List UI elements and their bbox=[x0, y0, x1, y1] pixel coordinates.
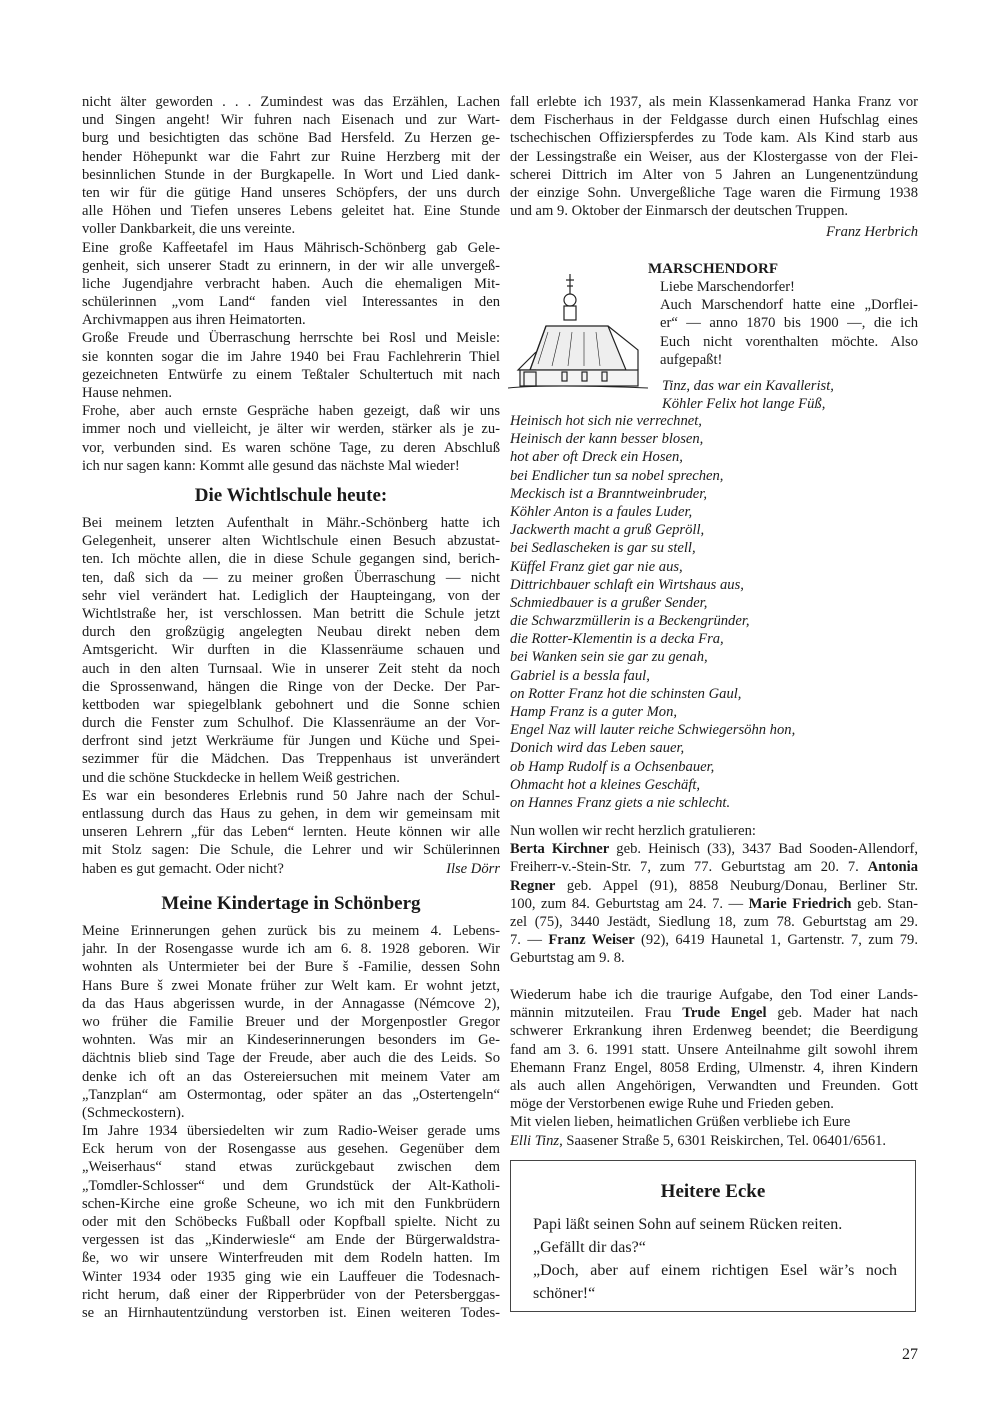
bold-name: Berta Kirchner bbox=[510, 841, 610, 858]
text-line: Hause nehmen. bbox=[82, 385, 172, 401]
text-line: Hamp Franz is a guter Mon, bbox=[510, 704, 678, 720]
text-line: der einzige Sohn. Unvergeßliche Tage waren die Firmung 1938 bbox=[510, 184, 918, 201]
text-line: bei Sedlascheken is gar su stell, bbox=[510, 540, 696, 557]
text-line: Mit vielen lieben, heimatlichen Grüßen verbliebe ich Eure bbox=[510, 1114, 851, 1131]
text-line: Liebe Marschendorfer! bbox=[660, 279, 795, 295]
text-run: geb. Stan- bbox=[851, 895, 918, 912]
text-line: hender Höhepunkt war die Fahrt zur Ruine Herzberg mit der bbox=[82, 148, 500, 165]
text-line: richt herum, daß einer der Ripperbrüder von der Petersberggas- bbox=[82, 1286, 500, 1303]
text-line: besinnlichen Stunde in der Burgkapelle. In Wort und Lied dank- bbox=[82, 166, 500, 183]
left-intro-text bbox=[82, 93, 500, 475]
text-line: wohnten als Untermieter bei der Bure š -Familie, dessen Sohn bbox=[82, 959, 500, 976]
text-line: liche Jugendjahre verbracht haben. Auch die ehemaligen Mit- bbox=[82, 275, 500, 292]
heitere-ecke-box bbox=[510, 1160, 916, 1312]
text-line: wo früher die Familie Breuer und der Morgenpostler Gregor bbox=[82, 1013, 500, 1030]
text-line: Winter 1934 oder 1935 ging wie ein Lauffeuer die Todesnach- bbox=[82, 1268, 500, 1285]
text-line: er“ — anno 1870 bis 1900 —, die ich bbox=[660, 315, 918, 332]
text-line: Archivmappen aus ihren Heimatorten. bbox=[82, 312, 306, 329]
heading-marschendorf: MARSCHENDORF bbox=[648, 261, 778, 277]
text-line: Wiederum habe ich die traurige Aufgabe, den Tod einer Lands- bbox=[510, 987, 918, 1003]
bold-name: Trude Engel bbox=[682, 1005, 767, 1022]
text-line: Bei meinem letzten Aufenthalt in Mähr.-Schönberg hatte ich bbox=[82, 515, 500, 531]
text-line: gezeichneten Entwürfe zu einem Teßtaler Schultertuch mit nach bbox=[82, 366, 500, 383]
text-line: Eine große Kaffeetafel im Haus Mährisch-Schönberg gab Gele- bbox=[82, 239, 500, 256]
text-line: Amtsgericht. Wir durften in die Klassenräume schauen und bbox=[82, 642, 500, 659]
text-line: schen-Kirche eine große Scheune, wo ich mit den Funkbrüdern bbox=[82, 1195, 500, 1212]
italic-name: Elli Tinz, bbox=[510, 1132, 563, 1149]
text-line: „Weiserhaus“ stand etwas zurückgebaut zwischen dem bbox=[82, 1159, 500, 1176]
text-line: die Rotter-Klementin is a decka Fra, bbox=[510, 631, 724, 648]
text-line: Frohe, aber auch ernste Gespräche haben gezeigt, daß wir uns bbox=[82, 403, 500, 420]
text-line: Gabriel is a bessla faul, bbox=[510, 667, 650, 684]
text-line bbox=[510, 895, 918, 913]
text-line: Donich wird das Leben sauer, bbox=[510, 740, 685, 757]
text-run: geb. Mader hat nach bbox=[766, 1005, 918, 1022]
heading-kindertage: Meine Kindertage in Schönberg bbox=[161, 893, 421, 914]
text-line: Küffel Franz giet gar nie aus, bbox=[510, 558, 683, 575]
text-line: kettboden war spiegelblank gebohnert und die Sonne schien bbox=[82, 696, 500, 713]
text-line: (Schmeckostern). bbox=[82, 1104, 185, 1121]
text-line: Tinz, das war ein Kavallerist, bbox=[662, 378, 834, 394]
text-line: denke ich oft an das Ostereiersuchen mit meinem Vater am bbox=[82, 1068, 500, 1085]
text-line: ten wir für die gütige Hand unseres Schöpfers, der uns durch bbox=[82, 184, 500, 201]
text-line: mit Stolz sagen: Die Schule, die Lehrer und wir Schülerinnen bbox=[82, 842, 500, 859]
bold-name: Marie Friedrich bbox=[748, 895, 852, 912]
text-line: vergessen ist das „Kinderwiesle“ am Ende der Bürgerwaldstra- bbox=[82, 1232, 500, 1249]
poem bbox=[510, 412, 918, 812]
text-run: Saasener Straße 5, 6301 Reiskirchen, Tel. 06401/6561. bbox=[562, 1132, 887, 1149]
heitere-ecke-title: Heitere Ecke bbox=[660, 1181, 766, 1202]
text-line: Schmiedbauer is a grußer Sender, bbox=[510, 594, 708, 611]
text-line: die Sprossenwand, hängen die Ringe von der Decke. Der Par- bbox=[82, 678, 500, 695]
text-line: Engel Naz will lauter reiche Schwiegersöhn hon, bbox=[510, 722, 796, 739]
text-line bbox=[510, 877, 918, 895]
heitere-ecke-text bbox=[533, 1213, 897, 1305]
text-line: scherei Dittrich im Alter von 5 Jahren an Lungenentzündung bbox=[510, 166, 918, 183]
text-line: voller Dankbarkeit, die uns vereinte. bbox=[82, 221, 296, 238]
wichtlschule-text bbox=[82, 514, 500, 878]
text-line: se an Hirnhautentzündung verstorben ist. Einen weiteren Todes- bbox=[82, 1304, 500, 1321]
text-line: vor, verbunden sind. Es waren schöne Tage, zu deren Abschluß bbox=[82, 439, 500, 456]
text-line: on Rotter Franz hot die schinsten Gaul, bbox=[510, 685, 742, 702]
text-line: durch den großzügig angelegten Neubau direkt neben dem bbox=[82, 624, 500, 641]
text-line: sehr viel verändert hat. Lediglich der Haupteingang, von der bbox=[82, 587, 500, 604]
text-line: on Hannes Franz giets a nie schlecht. bbox=[510, 794, 731, 811]
text-line: immer noch und vielleicht, je älter wir werden, stärker als je zu- bbox=[82, 421, 500, 438]
heading-wichtlschule: Die Wichtlschule heute: bbox=[194, 485, 388, 506]
text-line: Hans Bure š zwei Monate früher zur Welt kam. Er wohnt jetzt, bbox=[82, 977, 500, 994]
text-line: Ohmacht hot a kleines Geschäft, bbox=[510, 776, 701, 793]
bold-name: Antonia bbox=[867, 859, 918, 876]
text-line: Köhler Felix hot lange Füß, bbox=[662, 396, 826, 413]
text-line: burg und besichtigten das schöne Bad Hersfeld. Zu Herzen ge- bbox=[82, 130, 500, 147]
text-line: dächtnis blieb sind Tage der Freude, aber auch die des Leids. So bbox=[82, 1050, 500, 1067]
text-line: oder mit den Schöbecks Fußball oder Kopfball spielte. Nicht zu bbox=[82, 1214, 500, 1230]
text-run: männin mitzuteilen. Frau bbox=[510, 1005, 683, 1022]
text-line: entlassung durch das Haus zu gehen, in dem wir gemeinsam mit bbox=[82, 806, 500, 822]
text-run: 7. — bbox=[510, 932, 549, 949]
text-line: und am 9. Oktober der Einmarsch der deutschen Truppen. bbox=[510, 203, 849, 220]
text-line: Geburtstag am 9. 8. bbox=[510, 950, 625, 967]
text-line: fand am 3. 6. 1991 statt. Unsere Anteilnahme gilt sowohl ihrem bbox=[510, 1041, 918, 1058]
text-line: Meckisch ist a Branntweinbruder, bbox=[510, 485, 707, 502]
text-line: hot aber oft Dreck ein Hosen, bbox=[510, 449, 683, 466]
text-line: Euch nicht vorenthalten möchte. Also bbox=[660, 333, 918, 350]
text-line: Jackwerth macht a gruß Gepröll, bbox=[510, 522, 705, 539]
text-line: der Lessingstraße ein Weiser, aus der Klostergasse von der Flei- bbox=[510, 148, 918, 165]
text-line: Heinisch hot sich nie verrechnet, bbox=[510, 413, 702, 429]
text-line: Köhler Anton is a faules Luder, bbox=[510, 503, 693, 520]
text-line: ich nur sagen kann: Kommt alle gesund das nächste Mal wieder! bbox=[82, 457, 460, 474]
text-line: Papi läßt seinen Sohn auf seinem Rücken reiten. bbox=[533, 1216, 843, 1233]
text-line: da das Haus abgerissen wurde, in der Annagasse (Némcove 2), bbox=[82, 995, 500, 1012]
text-line: tschechischen Offizierspferdes zu Tode kam. Als Kind starb aus bbox=[510, 130, 918, 147]
text-line bbox=[510, 1004, 918, 1022]
text-line bbox=[510, 858, 918, 876]
text-run: 100, zum 84. Geburtstag am 24. 7. — bbox=[510, 895, 749, 912]
text-line: Meine Erinnerungen gehen zurück bis zu meinem 4. Lebens- bbox=[82, 923, 500, 939]
bold-name: Franz Weiser bbox=[548, 932, 635, 949]
text-line: bei Wanken sein sie gar zu genah, bbox=[510, 649, 708, 666]
text-line bbox=[510, 1132, 918, 1150]
author-signature: Ilse Dörr bbox=[446, 860, 500, 877]
text-line: fall erlebte ich 1937, als mein Klassenkamerad Hanka Franz vor bbox=[510, 94, 918, 110]
text-line: ob Hamp Rudolf is a Ochsenbauer, bbox=[510, 758, 715, 775]
text-line: Nun wollen wir recht herzlich gratulieren: bbox=[510, 823, 756, 839]
text-run: Freiherr-v.-Stein-Str. 7, zum 77. Geburtstag am 20. 7. bbox=[510, 859, 868, 876]
marschendorf-intro bbox=[660, 278, 918, 369]
text-line: Es war ein besonderes Erlebnis rund 50 Jahre nach der Schul- bbox=[82, 787, 500, 804]
text-line: und Singen angeht! Wir fuhren nach Eisenach und zur Wart- bbox=[82, 112, 500, 129]
text-line: ten. Ich möchte allen, die in diese Schule gegangen sind, berich- bbox=[82, 551, 500, 568]
text-line: Große Freude und Überraschung herrschte bei Rosl und Meisle: bbox=[82, 330, 500, 347]
birthday-greetings bbox=[510, 822, 918, 968]
text-line: möge der Verstorbenen ewige Ruhe und Frieden geben. bbox=[510, 1096, 834, 1113]
text-line: genheit, sich unserer Stadt zu erinnern, in der wir alle unvergeß- bbox=[82, 257, 500, 274]
text-line: alle Höhen und Tiefen unseres Lebens geleitet hat. Eine Stunde bbox=[82, 203, 500, 220]
text-line: bei Endlicher tun sa nobel sprechen, bbox=[510, 467, 724, 484]
text-line: aufgepaßt! bbox=[660, 351, 723, 368]
text-line: unseren Lehrern „für das Leben“ lernten. Heute können wir alle bbox=[82, 824, 500, 841]
text-line: schülerinnen „vom Land“ fanden viel Interessantes in den bbox=[82, 294, 500, 311]
text-line: Auch Marschendorf hatte eine „Dorflei- bbox=[660, 297, 918, 314]
page-number: 27 bbox=[902, 1346, 918, 1363]
text-line: sezimmer für die Mädchen. Das Treppenhaus ist unverändert bbox=[82, 751, 500, 768]
text-line: Ehemann Franz Engel, 8058 Erding, Ulmenstr. 4, ihren Kindern bbox=[510, 1059, 918, 1076]
poem-head bbox=[662, 377, 918, 413]
text-line: als auch allen Angehörigen, Verwandten und Freunden. Gott bbox=[510, 1077, 918, 1094]
text-line: zel (75), 3440 Jestädt, Siedlung 18, zum 78. Geburtstag am 29. bbox=[510, 913, 918, 930]
text-line: ße, wo wir unsere Winterfreuden mit dem Rodeln hatten. Im bbox=[82, 1250, 500, 1267]
text-line: und die schöne Stuckdecke in hellem Weiß gestrichen. bbox=[82, 769, 400, 786]
church-illustration bbox=[508, 272, 648, 394]
text-run: geb. Heinisch (33), 3437 Bad Sooden-Allendorf, bbox=[609, 841, 918, 858]
obituary bbox=[510, 986, 918, 1150]
text-line: nicht älter geworden . . . Zumindest was das Erzählen, Lachen bbox=[82, 94, 500, 110]
text-line: schwerer Erkrankung ihren Erdenweg beendet; die Beerdigung bbox=[510, 1023, 918, 1040]
text-line bbox=[510, 840, 918, 858]
text-line: jahr. In der Rosengasse wurde ich am 6. 8. 1928 geboren. Wir bbox=[82, 941, 500, 958]
bold-name: Regner bbox=[510, 877, 556, 894]
text-line: Im Jahre 1934 übersiedelten wir zum Radio-Weiser gerade ums bbox=[82, 1123, 500, 1140]
text-line: auch in den alten Turnsaal. Wie in unserer Zeit steht da noch bbox=[82, 660, 500, 677]
kindertage-text bbox=[82, 922, 500, 1322]
text-run: geb. Appel (91), 8858 Neuburg/Donau, Berliner Str. bbox=[555, 877, 918, 894]
text-line: Wichtlstraße her, ist verschlossen. Man betritt die Schule jetzt bbox=[82, 605, 500, 622]
text-line: „Gefällt dir das?“ bbox=[533, 1239, 646, 1256]
text-line: Gelegenheit, unserer alten Wichtlschule einen Besuch abzustat- bbox=[82, 533, 500, 550]
text-line bbox=[82, 860, 500, 878]
text-run: (92), 6419 Haunetal 1, Gartenstr. 7, zum 79. bbox=[634, 932, 918, 949]
text-line: durch die Fenster zum Schulhof. Die Klassenräume an der Vor- bbox=[82, 715, 500, 732]
text-line: wohnten. Was mir an Kindeserinnerungen besonders im Ge- bbox=[82, 1032, 500, 1049]
text-line: ten, daß sich da — zu meiner großen Überraschung — nicht bbox=[82, 569, 500, 586]
text-line: Eck herum von der Rosengasse aus gesehen. Gegenüber dem bbox=[82, 1141, 500, 1158]
text-line bbox=[510, 931, 918, 949]
text-line: „Tanzplan“ am Ostermontag, oder später an das „Ostertengeln“ bbox=[82, 1086, 500, 1103]
text-run: haben es gut gemacht. Oder nicht? bbox=[82, 860, 284, 877]
text-line: schöner!“ bbox=[533, 1285, 596, 1302]
text-line: „Doch, aber auf einem richtigen Esel wär’s noch bbox=[533, 1262, 897, 1279]
right-intro-text bbox=[510, 93, 918, 220]
text-line: dem Fischerhaus in der Feldgasse durch einen Hufschlag eines bbox=[510, 112, 918, 129]
text-line: Dittrichbauer schlaft ein Wirtshaus aus, bbox=[510, 576, 744, 593]
text-line: „Tomdler-Schlosser“ und dem Grundstück der Alt-Katholi- bbox=[82, 1177, 500, 1194]
text-line: die Schwarzmüllerin is a Beckengründer, bbox=[510, 613, 750, 630]
text-line: sie konnten sogar die im Jahre 1940 bei Frau Fachlehrerin Thiel bbox=[82, 348, 500, 365]
text-line: derfront sind jetzt Werkräume für Jungen und Küche und Spei- bbox=[82, 733, 500, 750]
text-line: Heinisch der kann besser blosen, bbox=[510, 431, 704, 448]
author-signature: Franz Herbrich bbox=[825, 224, 918, 240]
